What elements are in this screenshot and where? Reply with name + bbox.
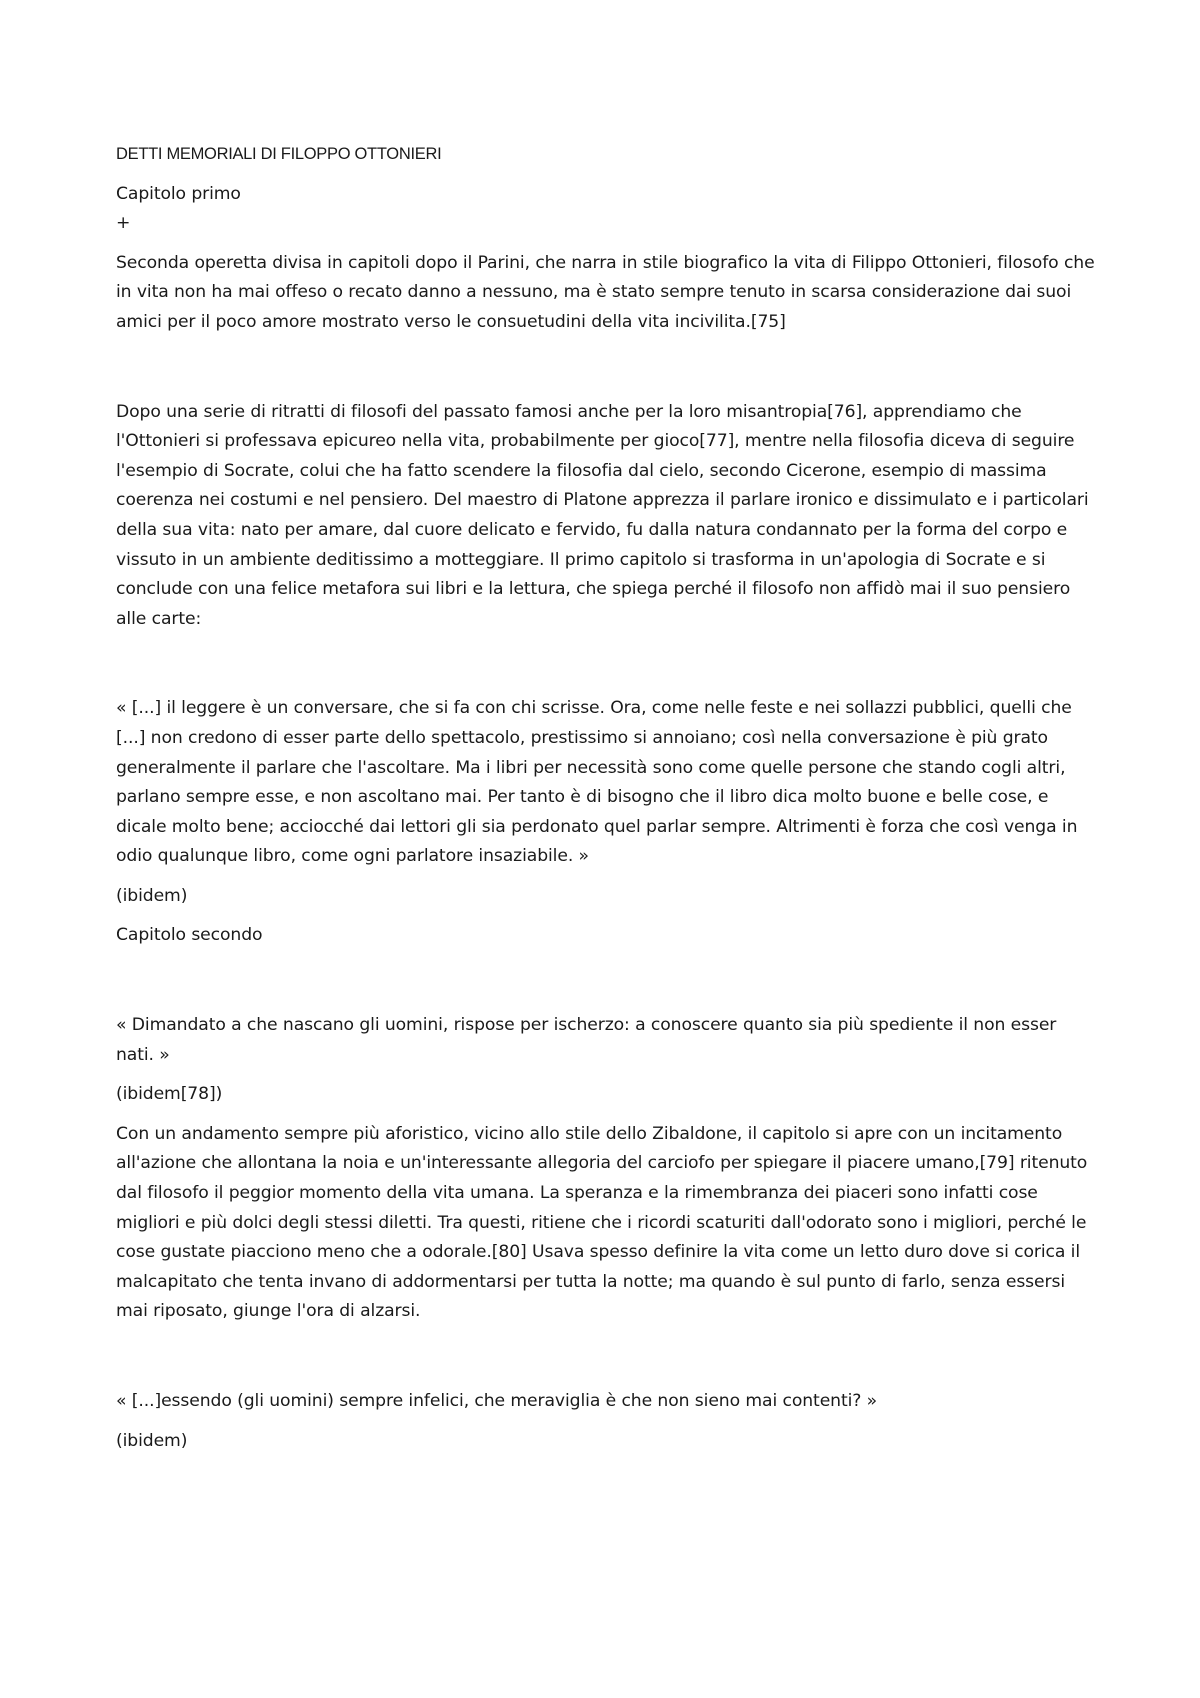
chapter-two-heading: Capitolo secondo	[116, 925, 263, 946]
chapter-one-heading: Capitolo primo	[116, 183, 241, 204]
paragraph-socrates: Dopo una serie di ritratti di filosofi del passato famosi anche per la loro misantropia[76], apprendiamo che l'Ottonieri si professava epicureo nella vita, probabilmente per gioco[77], mentre nella filosofia diceva di seguire l'esempio di Socrate, colui che ha fatto scendere la filosofia dal cielo, secondo Cicerone, esempio di massima coerenza nei costumi e nel pensiero. Del maestro di Platone apprezza il parlare ironico e dissimulato e i particolari della sua vita: nato per amare, dal cuore delicato e fervido, fu dalla natura condannato per la forma del corpo e vissuto in un ambiente deditissimo a motteggiare. Il primo capitolo si trasforma in un'apologia di Socrate e si conclude con una felice metafora sui libri e la lettura, che spiega perché il filosofo non affidò mai il suo pensiero alle carte:	[116, 401, 1089, 629]
plus-mark: +	[116, 213, 131, 234]
document-page	[116, 140, 1096, 1456]
quote-reading: « [...] il leggere è un conversare, che si fa con chi scrisse. Ora, come nelle feste e nei sollazzi pubblici, quelli che [...] non credono di esser parte dello spettacolo, prestissimo si annoiano; così nella conversazione è più grato generalmente il parlare che l'ascoltare. Ma i libri per necessità sono come quelle persone che stando cogli altri, parlano sempre esse, e non ascoltano mai. Per tanto è di bisogno che il libro dica molto buone e belle cose, e dicale molto bene; acciocché dai lettori gli sia perdonato quel parlar sempre. Altrimenti è forza che così venga in odio qualunque libro, come ogni parlatore insaziabile. »	[116, 698, 1078, 867]
quote-source: (ibidem[78])	[116, 1084, 223, 1105]
quote-source: (ibidem)	[116, 885, 188, 906]
quote-birth: « Dimandato a che nascano gli uomini, rispose per ischerzo: a conoscere quanto sia più spediente il non esser nati. »	[116, 1015, 1057, 1065]
quote-unhappiness: « [...]essendo (gli uomini) sempre infelici, che meraviglia è che non sieno mai contenti? »	[116, 1391, 878, 1411]
paragraph-aphorisms: Con un andamento sempre più aforistico, vicino allo stile dello Zibaldone, il capitolo si apre con un incitamento all'azione che allontana la noia e un'interessante allegoria del carciofo per spiegare il piacere umano,[79] ritenuto dal filosofo il peggior momento della vita umana. La speranza e la rimembranza dei piaceri sono infatti cose migliori e più dolci degli stessi diletti. Tra questi, ritiene che i ricordi scaturiti dall'odorato sono i migliori, perché le cose gustate piacciono meno che a odorale.[80] Usava spesso definire la vita come un letto duro dove si corica il malcapitato che tenta invano di addormentarsi per tutta la notte; ma quando è sul punto di farlo, senza essersi mai riposato, giunge l'ora di alzarsi.	[116, 1123, 1088, 1322]
paragraph-intro: Seconda operetta divisa in capitoli dopo il Parini, che narra in stile biografico la vita di Filippo Ottonieri, filosofo che in vita non ha mai offeso o recato danno a nessuno, ma è stato sempre tenuto in scarsa considerazione dai suoi amici per il poco amore mostrato verso le consuetudini della vita incivilita.[75]	[116, 252, 1095, 332]
quote-source: (ibidem)	[116, 1430, 188, 1451]
document-title: DETTI MEMORIALI DI FILOPPO OTTONIERI	[116, 145, 442, 163]
